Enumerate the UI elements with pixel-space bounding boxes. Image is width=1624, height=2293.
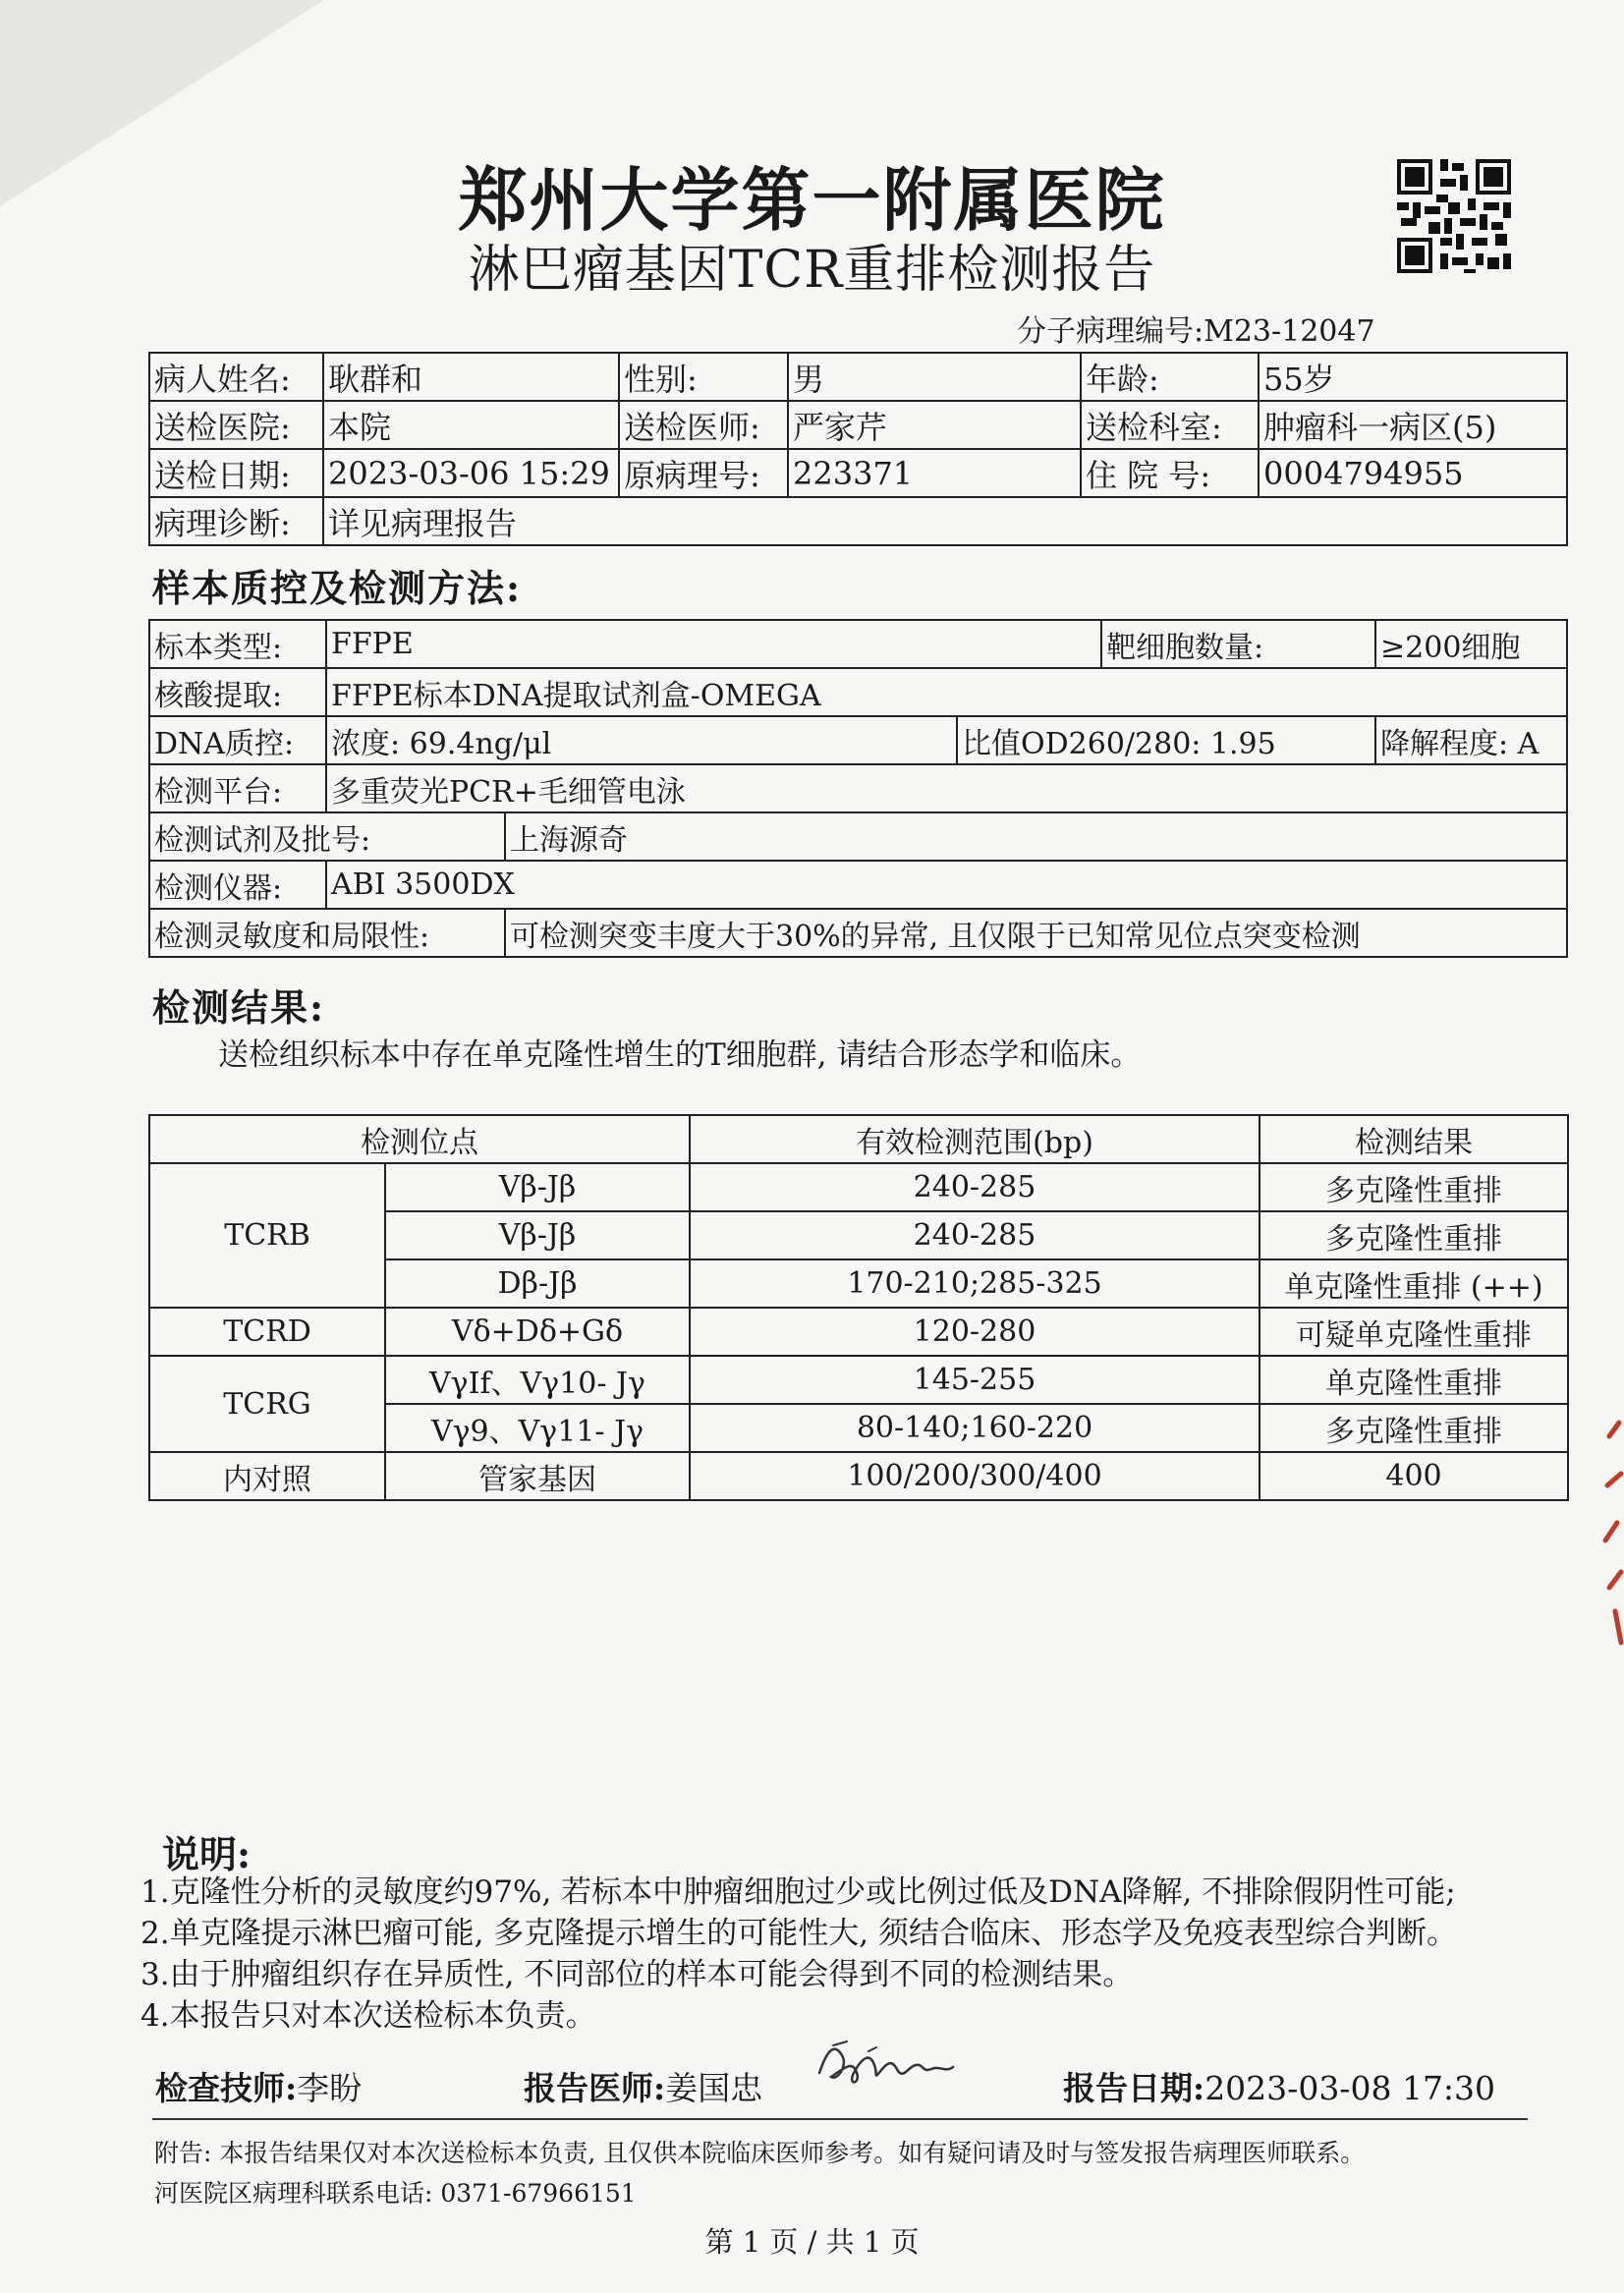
qc-section-title: 样本质控及检测方法: [152, 566, 523, 610]
range-cell: 240-285 [690, 1211, 1260, 1259]
dna-concentration: 浓度: 69.4ng/μl [326, 716, 957, 764]
sensitivity-label: 检测灵敏度和局限性: [149, 909, 505, 957]
technician-signoff [155, 2063, 362, 2109]
report-date-label: 报告日期: [1063, 2069, 1205, 2107]
range-cell: 80-140;160-220 [690, 1404, 1260, 1452]
submit-doctor-value: 严家芹 [788, 401, 1081, 449]
qc-row [149, 764, 1567, 812]
dna-degradation: 降解程度: A [1375, 716, 1567, 764]
result-cell: 多克隆性重排 [1260, 1404, 1568, 1452]
dna-qc-label: DNA质控: [149, 716, 326, 764]
qc-row [149, 812, 1567, 861]
patient-info-table [148, 352, 1568, 546]
result-cell: 多克隆性重排 [1260, 1163, 1568, 1211]
result-summary: 送检组织标本中存在单克隆性增生的T细胞群, 请结合形态学和临床。 [218, 1037, 1142, 1073]
case-number-label: 分子病理编号: [1017, 314, 1204, 349]
note-item: 2.单克隆提示淋巴瘤可能, 多克隆提示增生的可能性大, 须结合临床、形态学及免疫表型综合判断。 [140, 1916, 1457, 1951]
col-header-result: 检测结果 [1260, 1115, 1568, 1163]
reagent-label: 检测试剂及批号: [149, 812, 505, 861]
sample-type-label: 标本类型: [149, 620, 326, 668]
red-stamp-edge [1601, 1415, 1624, 1650]
result-cell: 单克隆性重排 (++) [1260, 1259, 1568, 1308]
admission-no-label: 住 院 号: [1081, 449, 1259, 497]
note-item: 3.由于肿瘤组织存在异质性, 不同部位的样本可能会得到不同的检测结果。 [140, 1957, 1134, 1992]
locus-cell: TCRG [149, 1356, 385, 1452]
submit-doctor-label: 送检医师: [619, 401, 788, 449]
result-cell: 单克隆性重排 [1260, 1356, 1568, 1404]
platform-label: 检测平台: [149, 764, 326, 812]
result-cell: 可疑单克隆性重排 [1260, 1308, 1568, 1356]
case-number [1017, 307, 1375, 350]
technician-label: 检查技师: [155, 2069, 298, 2107]
range-cell: 100/200/300/400 [690, 1452, 1260, 1500]
qc-row [149, 861, 1567, 909]
orig-path-label: 原病理号: [619, 449, 788, 497]
patient-row [149, 401, 1567, 449]
qr-code-icon [1393, 155, 1515, 277]
case-number-value: M23-12047 [1204, 314, 1375, 349]
submit-date-value: 2023-03-06 15:29 [323, 449, 619, 497]
range-cell: 240-285 [690, 1163, 1260, 1211]
qc-row [149, 716, 1567, 764]
report-date-signoff [1063, 2063, 1495, 2109]
range-cell: 120-280 [690, 1308, 1260, 1356]
range-cell: 170-210;285-325 [690, 1259, 1260, 1308]
table-row [149, 1356, 1568, 1404]
reagent-value: 上海源奇 [505, 812, 1567, 861]
dna-od-ratio: 比值OD260/280: 1.95 [957, 716, 1375, 764]
sex-value: 男 [788, 353, 1081, 401]
report-title: 淋巴瘤基因TCR重排检测报告 [468, 241, 1156, 300]
age-label: 年龄: [1081, 353, 1259, 401]
locus-cell: TCRD [149, 1308, 385, 1356]
footer-contact: 河医院区病理科联系电话: 0371-67966151 [154, 2179, 637, 2208]
site-cell: Dβ-Jβ [385, 1259, 690, 1308]
qc-row [149, 668, 1567, 716]
submit-dept-value: 肿瘤科一病区(5) [1259, 401, 1567, 449]
page-indicator: 第 1 页 / 共 1 页 [704, 2225, 920, 2259]
col-header-site: 检测位点 [149, 1115, 690, 1163]
submit-date-label: 送检日期: [149, 449, 323, 497]
instrument-value: ABI 3500DX [326, 861, 1567, 909]
sample-type-value: FFPE [326, 620, 1101, 668]
result-section-title: 检测结果: [152, 985, 326, 1030]
table-row [149, 1163, 1568, 1211]
orig-path-value: 223371 [788, 449, 1081, 497]
result-table [148, 1114, 1569, 1501]
qc-row [149, 620, 1567, 668]
extraction-value: FFPE标本DNA提取试剂盒-OMEGA [326, 668, 1567, 716]
sex-label: 性别: [619, 353, 788, 401]
site-cell: 管家基因 [385, 1452, 690, 1500]
diagnosis-value: 详见病理报告 [323, 497, 1567, 545]
result-cell: 400 [1260, 1452, 1568, 1500]
extraction-label: 核酸提取: [149, 668, 326, 716]
site-cell: Vγ9、Vγ11- Jγ [385, 1404, 690, 1452]
site-cell: Vβ-Jβ [385, 1163, 690, 1211]
footer-disclaimer: 附告: 本报告结果仅对本次送检标本负责, 且仅供本院临床医师参考。如有疑问请及时与签发报告病理医师联系。 [154, 2139, 1366, 2167]
doctor-name: 姜国忠 [665, 2069, 763, 2107]
diagnosis-label: 病理诊断: [149, 497, 323, 545]
submit-hospital-value: 本院 [323, 401, 619, 449]
range-cell: 145-255 [690, 1356, 1260, 1404]
sensitivity-value: 可检测突变丰度大于30%的异常, 且仅限于已知常见位点突变检测 [505, 909, 1567, 957]
notes-list [140, 1872, 1457, 2037]
doctor-signoff [524, 2063, 762, 2109]
target-cells-value: ≥200细胞 [1375, 620, 1567, 668]
site-cell: VγIf、Vγ10- Jγ [385, 1356, 690, 1404]
target-cells-label: 靶细胞数量: [1101, 620, 1375, 668]
patient-row [149, 353, 1567, 401]
name-label: 病人姓名: [149, 353, 323, 401]
name-value: 耿群和 [323, 353, 619, 401]
site-cell: Vδ+Dδ+Gδ [385, 1308, 690, 1356]
patient-row [149, 497, 1567, 545]
locus-cell: 内对照 [149, 1452, 385, 1500]
handwritten-signature [813, 2030, 959, 2098]
submit-dept-label: 送检科室: [1081, 401, 1259, 449]
report-date-value: 2023-03-08 17:30 [1204, 2069, 1496, 2107]
age-value: 55岁 [1259, 353, 1567, 401]
locus-cell: TCRB [149, 1163, 385, 1308]
footer-divider [152, 2118, 1528, 2120]
patient-row [149, 449, 1567, 497]
site-cell: Vβ-Jβ [385, 1211, 690, 1259]
platform-value: 多重荧光PCR+毛细管电泳 [326, 764, 1567, 812]
doctor-label: 报告医师: [524, 2069, 666, 2107]
admission-no-value: 0004794955 [1259, 449, 1567, 497]
col-header-range: 有效检测范围(bp) [690, 1115, 1260, 1163]
hospital-name: 郑州大学第一附属医院 [458, 159, 1166, 241]
note-item: 1.克隆性分析的灵敏度约97%, 若标本中肿瘤细胞过少或比例过低及DNA降解, 不排除假阴性可能; [140, 1874, 1456, 1910]
note-item: 4.本报告只对本次送检标本负责。 [140, 1998, 596, 2034]
instrument-label: 检测仪器: [149, 861, 326, 909]
notes-title: 说明: [162, 1832, 252, 1876]
qc-method-table [148, 619, 1568, 958]
submit-hospital-label: 送检医院: [149, 401, 323, 449]
table-row [149, 1308, 1568, 1356]
result-body [149, 1163, 1568, 1500]
qc-row [149, 909, 1567, 957]
technician-name: 李盼 [297, 2069, 363, 2107]
result-header-row [149, 1115, 1568, 1163]
result-cell: 多克隆性重排 [1260, 1211, 1568, 1259]
table-row [149, 1452, 1568, 1500]
